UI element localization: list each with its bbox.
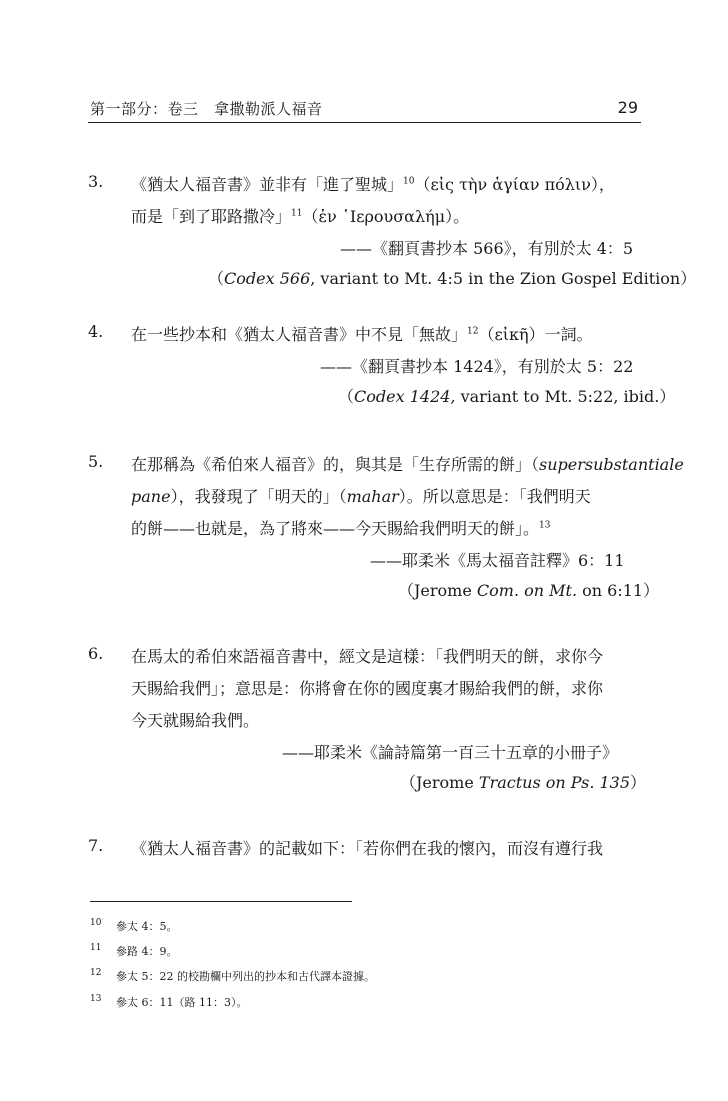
entry-line [131,516,550,539]
running-title: 第一部分：卷三 拿撒勒派人福音 [90,100,323,118]
entry-line: 天賜給我們」；意思是：你將會在你的國度裏才賜給我們的餅，求你 [131,679,604,698]
footnote-number: 10 [90,918,102,928]
text-run: 的餅——也就是，為了將來——今天賜給我們明天的餅」。 [131,519,540,538]
citation-en [208,266,696,289]
citation-zh: ——耶柔米《論詩篇第一百三十五章的小冊子》 [282,743,619,762]
text-run: ），我發現了「明天的」（ [170,487,347,506]
footnote-number: 12 [90,968,102,978]
text-run: （ἐν ῾Ιερουσαλήμ）。 [302,207,470,226]
citation-en [398,578,659,601]
text-run: 《猶太人福音書》並非有「進了聖城」 [131,175,404,194]
text-run: （ [208,269,225,288]
footnote-ref: 13 [539,520,551,531]
text-run: Codex 566 [224,269,311,288]
text-run: （Jerome [398,581,477,600]
entry-line [131,484,591,507]
citation-zh: ——耶柔米《馬太福音註釋》6：11 [370,551,625,570]
running-header [90,98,650,120]
text-run: ）。所以意思是：「我們明天 [398,487,591,506]
footnote-ref: 12 [467,326,479,337]
text-run: mahar [346,487,399,506]
entry-number: 4. [88,322,104,341]
text-run: supersubstantiale [539,455,684,474]
text-run: （ [338,387,355,406]
text-run: Tractus on Ps. 135 [478,773,631,792]
footnote-ref: 10 [403,176,415,187]
footnote-number: 13 [90,994,102,1004]
entry-line [131,322,593,345]
citation-zh: ——《翻頁書抄本 1424》，有別於太 5：22 [320,357,634,376]
entry-number: 6. [88,644,104,663]
text-run: , variant to Mt. 4:5 in the Zion Gospel Edition） [310,269,697,288]
footnote-text: 參太 4：5。 [116,920,178,933]
footnote-rule [90,901,352,902]
text-run: Codex 1424, [354,387,456,406]
footnote-number: 11 [90,943,102,953]
entry-line [131,452,684,475]
entry-number: 7. [88,836,104,855]
entry-line [131,204,469,227]
footnote-ref: 11 [291,208,303,219]
text-run: 在那稱為《希伯來人福音》的，與其是「生存所需的餅」（ [131,455,540,474]
text-run: 而是「到了耶路撒冷」 [131,207,292,226]
citation-en [400,770,646,793]
footnote-text: 參太 5：22 的校勘欄中列出的抄本和古代譯本證據。 [116,970,375,983]
text-run: （Jerome [400,773,479,792]
entry-line [131,172,615,195]
footnote-text: 參路 4：9。 [116,945,178,958]
footnote-text: 參太 6：11（路 11：3）。 [116,996,248,1009]
entry-number: 5. [88,452,104,471]
text-run: （εἰς τὴν ἁγίαν πόλιν）， [414,175,615,194]
entry-line: 今天就賜給我們。 [131,711,260,730]
text-run: variant to Mt. 5:22, ibid.） [455,387,676,406]
page-number: 29 [617,98,638,117]
entry-line: 《猶太人福音書》的記載如下：「若你們在我的懷內，而沒有遵行我 [131,839,604,858]
entry-line: 在馬太的希伯來語福音書中，經文是這樣：「我們明天的餅，求你今 [131,647,604,666]
citation-zh: ——《翻頁書抄本 566》，有別於太 4：5 [340,239,634,258]
text-run: 在一些抄本和《猶太人福音書》中不見「無故」 [131,325,468,344]
header-rule [88,122,641,123]
text-run: ） [630,773,647,792]
text-run: Com. on Mt. [476,581,578,600]
text-run: （εἰκῆ）一詞。 [478,325,593,344]
text-run: on 6:11） [577,581,660,600]
citation-en [338,384,675,407]
text-run: pane [131,487,171,506]
entry-number: 3. [88,172,104,191]
